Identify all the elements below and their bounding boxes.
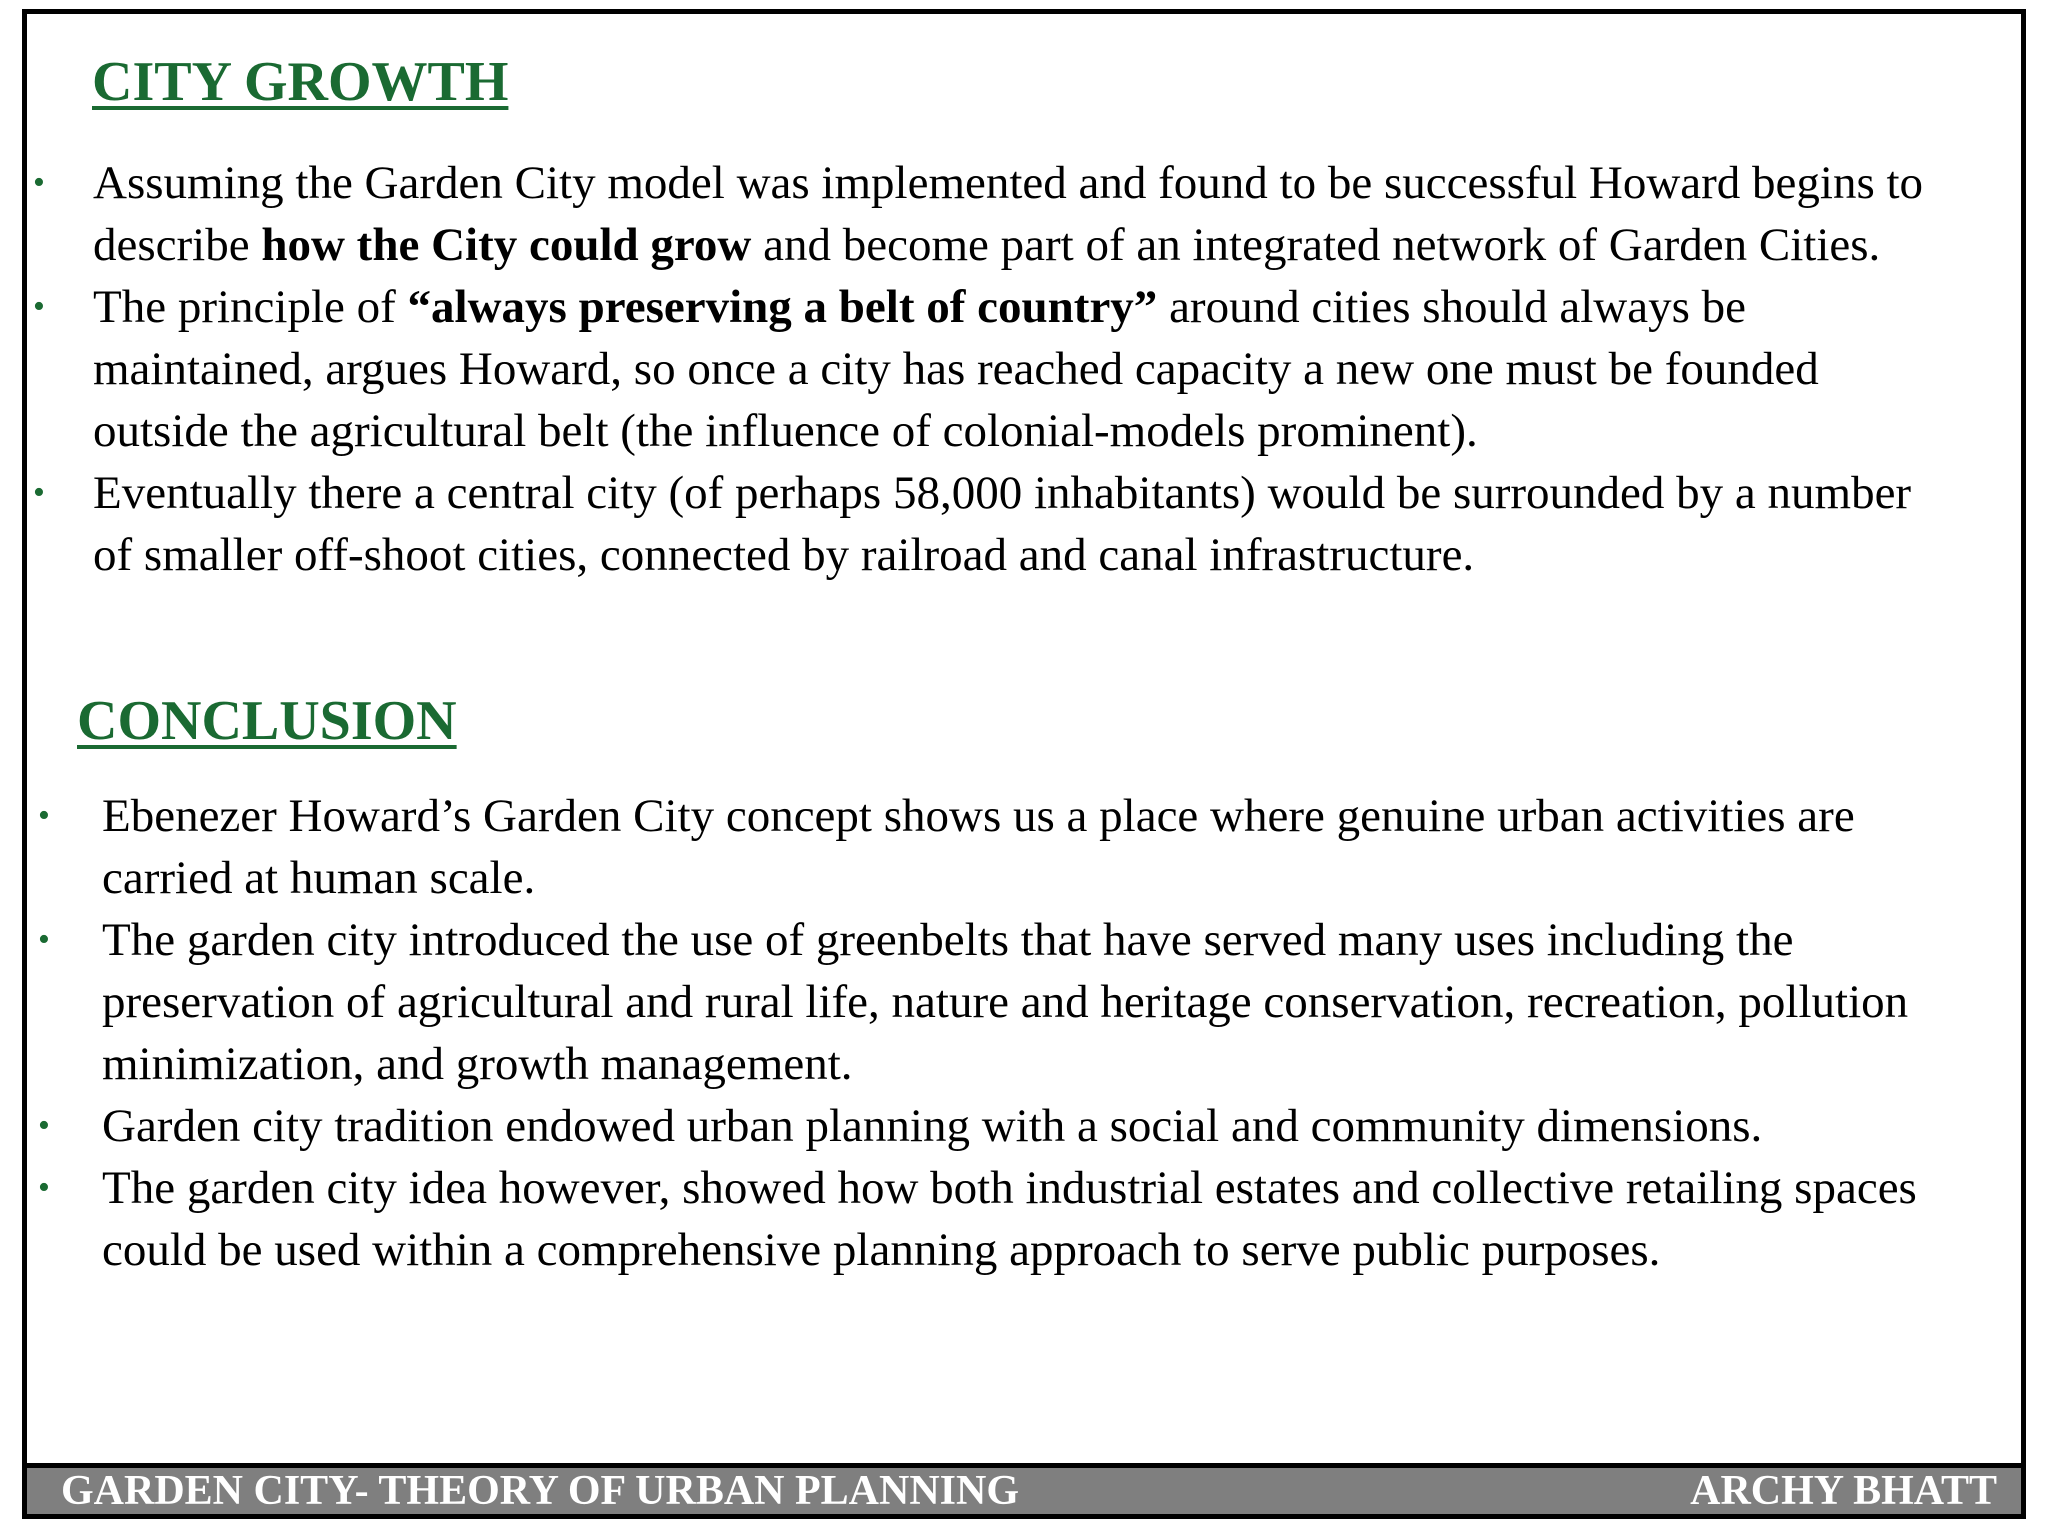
list-item: [0, 909, 1980, 1095]
list-item: [0, 1095, 1980, 1157]
list-item: [0, 152, 1960, 276]
heading-city-growth: CITY GROWTH: [92, 51, 509, 113]
footer-title: GARDEN CITY- THEORY OF URBAN PLANNING: [61, 1468, 1020, 1514]
bullet-dot-icon: •: [38, 1169, 50, 1206]
list-item: [0, 785, 1980, 909]
footer-bar: [22, 1463, 2026, 1519]
list-item: [0, 462, 1960, 586]
bullet-text: Eventually there a central city (of perhaps 58,000 inhabitants) would be surrounded by a number of smaller off-shoot cities, connected by railroad and canal infrastructure.: [93, 467, 1912, 581]
bullet-text: The garden city introduced the use of greenbelts that have served many uses including the preservation of agricultural and rural life, nature and heritage conservation, recreation, pollution minimization, and growth management.: [102, 914, 1909, 1090]
conclusion-list: [0, 785, 1980, 1281]
bullet-text: The principle of: [93, 281, 408, 333]
bullet-text: Assuming the Garden City model was implemented and found to be successful Howard begins to describe: [93, 157, 1924, 271]
bullet-dot-icon: •: [33, 474, 45, 511]
bullet-bold-text: how the City could grow: [261, 219, 752, 271]
bullet-text: and become part of an integrated network of Garden Cities.: [751, 219, 1881, 271]
footer-author: ARCHY BHATT: [1690, 1468, 1997, 1514]
list-item: [0, 1157, 1980, 1281]
list-item: [0, 276, 1960, 462]
city-growth-list: [0, 152, 1960, 586]
heading-conclusion: CONCLUSION: [77, 690, 457, 752]
bullet-text: The garden city idea however, showed how both industrial estates and collective retailing spaces could be used within a comprehensive planning approach to serve public purposes.: [102, 1162, 1917, 1276]
bullet-dot-icon: •: [33, 164, 45, 201]
bullet-bold-text: “always preserving a belt of country”: [407, 281, 1158, 333]
bullet-text: Ebenezer Howard’s Garden City concept shows us a place where genuine urban activities are carried at human scale.: [102, 790, 1855, 904]
bullet-text: around cities should always be maintained, argues Howard, so once a city has reached capacity a new one must be founded outside the agricultural belt (the influence of colonial-models prominent).: [93, 281, 1819, 457]
bullet-dot-icon: •: [33, 288, 45, 325]
bullet-text: Garden city tradition endowed urban planning with a social and community dimensions.: [102, 1100, 1763, 1152]
bullet-dot-icon: •: [38, 797, 50, 834]
bullet-dot-icon: •: [38, 921, 50, 958]
bullet-dot-icon: •: [38, 1107, 50, 1144]
